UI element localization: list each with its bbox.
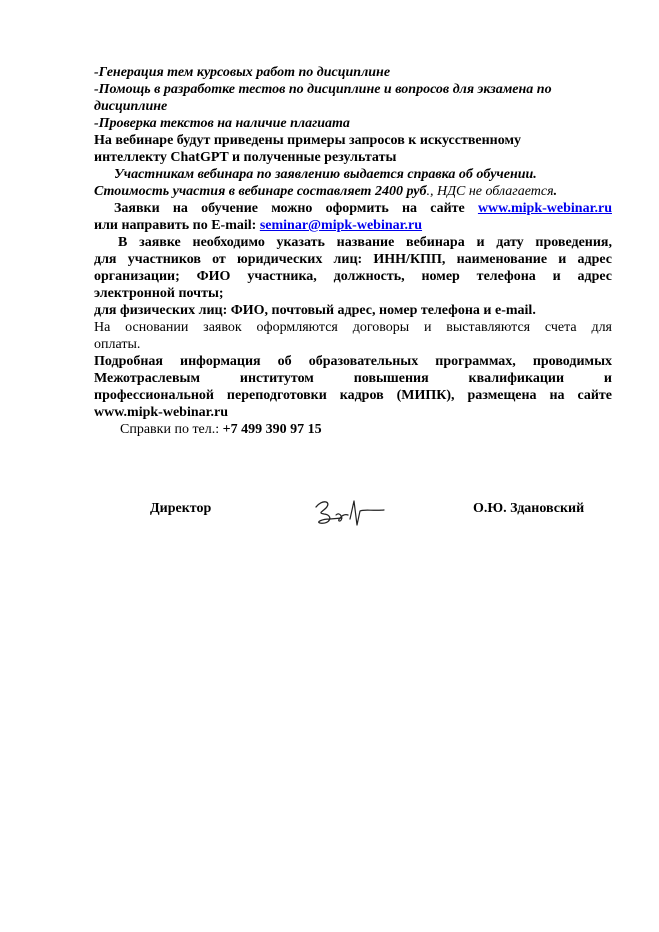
individuals-fio: ФИО [230,303,265,318]
requirements-line5 [94,302,612,319]
document-body [94,64,612,438]
webinar-examples-line2: интеллекту ChatGPT и полученные результаты [94,150,397,165]
contracts-line1: На основании заявок оформляются договоры и выставляются счета для [94,320,612,335]
individuals-fields: , почтовый адрес, номер телефона и e-mail [264,303,533,318]
individuals-label: для физических лиц: [94,303,228,318]
requirements-line3 [94,268,612,285]
phone-number: +7 499 390 97 15 [222,422,322,437]
requirements-line2 [94,251,612,268]
certificate-note: Участникам вебинара по заявлению выдается справка об обучении. [114,167,537,182]
info-line1: Подробная информация об образовательных программах, проводимых [94,354,612,369]
application-line2 [94,217,612,234]
signature-title: Директор [150,501,212,516]
info-line2: Межотраслевым институтом повышения квалификации и [94,371,612,386]
bullet-plagiarism: -Проверка текстов на наличие плагиата [94,116,350,131]
phone-line [94,421,612,438]
legal-entities-label: для участников от юридических лиц: [94,252,363,267]
requirements-line4: электронной почты; [94,286,224,301]
requirements-line1: В заявке необходимо указать название вебинара и дату проведения, [118,235,612,250]
organization-label: организации; [94,269,180,284]
site-link[interactable]: www.mipk-webinar.ru [477,201,612,216]
bullet-tests-help: -Помощь в разработке тестов по дисциплине и вопросов для экзамена по [94,82,552,97]
application-text: Заявки на обучение можно оформить на сайте [114,201,465,216]
signature-name: О.Ю. Здановский [473,501,585,516]
application-line1 [94,200,612,217]
phone-label: Справки по тел.: [120,422,220,437]
contracts-line2: оплаты. [94,337,141,352]
cost-prefix: Стоимость участия в вебинаре составляет 2400 руб [94,184,427,199]
handwritten-signature [314,495,386,531]
bullet-tests-help-cont: дисциплине [94,99,168,114]
info-line3: профессиональной переподготовки кадров (МИПК), размещена на сайте [94,388,612,403]
cost-end: . [553,184,558,199]
legal-entities-fields: ИНН/КПП, наименование и адрес [373,252,613,267]
email-label: или направить по E-mail: [94,218,257,233]
participant-fields: участника, должность, номер телефона и адрес [247,269,613,284]
cost-line [94,183,612,200]
individuals-period: . [532,303,536,318]
signature-block [0,495,659,535]
fio-label: ФИО [196,269,231,284]
bullet-course-topics: -Генерация тем курсовых работ по дисциплине [94,65,391,80]
cost-suffix: ., НДС не облагается [426,184,554,199]
email-link[interactable]: seminar@mipk-webinar.ru [259,218,423,233]
webinar-examples-line1: На вебинаре будут приведены примеры запросов к искусственному [94,133,522,148]
info-line4: www.mipk-webinar.ru [94,405,229,420]
